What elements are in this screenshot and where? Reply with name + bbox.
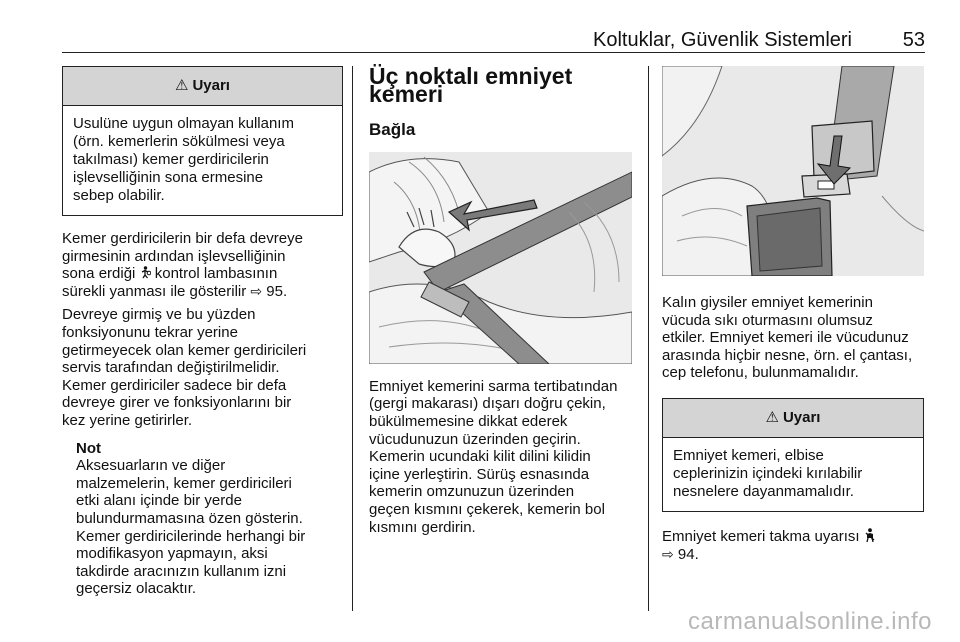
- note-line: malzemelerin, kemer gerdiricileri: [76, 474, 292, 492]
- warning-body: [663, 438, 923, 511]
- paragraph: Emniyet kemerini sarma tertibatından (gergi makarası) dışarı doğru çekin, bükülmemesine dikkat ederek vücudunuzun üzerinden geçirin. Kemerin ucundaki kilit dilini kilidin içine yerleştirin. Sürüş esnasında kemerin omzunuzun üzerinden geçen kısmını çekerek, kemerin bol kısmını gerdirin.: [369, 377, 618, 536]
- page-number: 53: [902, 29, 925, 51]
- note-line: geçersiz olacaktır.: [76, 580, 197, 598]
- note-line: modifikasyon yapmayın, aksi: [76, 545, 268, 563]
- warning-line: Usulüne uygun olmayan kullanım: [73, 115, 294, 132]
- section-title: Koltuklar, Güvenlik Sistemleri: [593, 29, 852, 51]
- warning-line: işlevselliğinin sona ermesine: [73, 169, 264, 186]
- column-left: [62, 66, 343, 598]
- warning-title: Uyarı: [782, 409, 821, 427]
- buckle-insertion-illustration: [662, 66, 924, 276]
- seatbelt-fastening-illustration: [369, 152, 632, 364]
- warning-line: takılması) kemer gerdiricilerin: [73, 151, 269, 168]
- column-right: [662, 66, 924, 569]
- column-divider: [352, 66, 353, 611]
- warning-line: sebep olabilir.: [73, 187, 165, 204]
- main-heading: Üç noktalı emniyet kemeri: [369, 63, 573, 107]
- warning-line: ceplerinizin içindeki kırılabilir: [673, 464, 863, 482]
- subheading: Bağla: [369, 120, 416, 140]
- header-rule: [62, 52, 925, 53]
- warning-line: (örn. kemerlerin sökülmesi veya: [73, 133, 285, 150]
- seatbelt-reminder-icon: [864, 528, 876, 543]
- paragraph: Emniyet kemeri takma uyarısı ⇨ 94.: [662, 528, 924, 563]
- note-title: Not: [76, 439, 101, 457]
- watermark: carmanualsonline.info: [688, 608, 932, 635]
- warning-title: Uyarı: [192, 77, 230, 95]
- paragraph: Devreye girmiş ve bu yüzden fonksiyonunu tekrar yerine getirmeyecek olan kemer gerdiricileri servis tarafından değiştirilmelidir. Kemer gerdiriciler sadece bir defa devreye girer ve fonksiyonlarını bir kez yerine getirirler.: [62, 306, 307, 429]
- note-block: [76, 440, 343, 598]
- warning-body: [63, 106, 342, 215]
- warning-header: [663, 399, 923, 438]
- airbag-warning-lamp-icon: [140, 266, 151, 279]
- column-middle: [369, 63, 637, 542]
- warning-box: [662, 398, 924, 512]
- page-header: [0, 0, 960, 60]
- warning-box: [62, 66, 343, 216]
- paragraph: Kalın giysiler emniyet kemerinin vücuda sıkı oturmasını olumsuz etkiler. Emniyet kemeri ile vücudunuz arasında hiçbir nesne, örn. el çantası, cep telefonu, bulunmamalıdır.: [662, 294, 913, 382]
- note-line: Kemer gerdiricilerinde herhangi bir: [76, 527, 306, 545]
- note-line: Aksesuarların ve diğer: [76, 457, 226, 475]
- warning-line: Emniyet kemeri, elbise: [673, 446, 824, 464]
- page-reference-arrow-icon: ⇨: [250, 282, 263, 299]
- warning-header: [63, 67, 342, 106]
- paragraph: Kemer gerdiricilerin bir defa devreye girmesinin ardından işlevselliğinin sona erdiği kontrol lambasının sürekli yanması ile gösterilir ⇨ 95.: [62, 230, 303, 300]
- note-line: bulundurmamasına özen gösterin.: [76, 509, 303, 527]
- column-divider: [648, 66, 649, 611]
- note-line: takdirde aracınızın kullanım izni: [76, 562, 287, 580]
- note-line: etki alanı içinde bir yerde: [76, 492, 242, 510]
- warning-line: nesnelere dayanmamalıdır.: [673, 482, 854, 500]
- page-reference-arrow-icon: ⇨: [662, 545, 674, 562]
- warning-triangle-icon: ⚠: [175, 77, 189, 95]
- warning-triangle-icon: ⚠: [765, 409, 779, 427]
